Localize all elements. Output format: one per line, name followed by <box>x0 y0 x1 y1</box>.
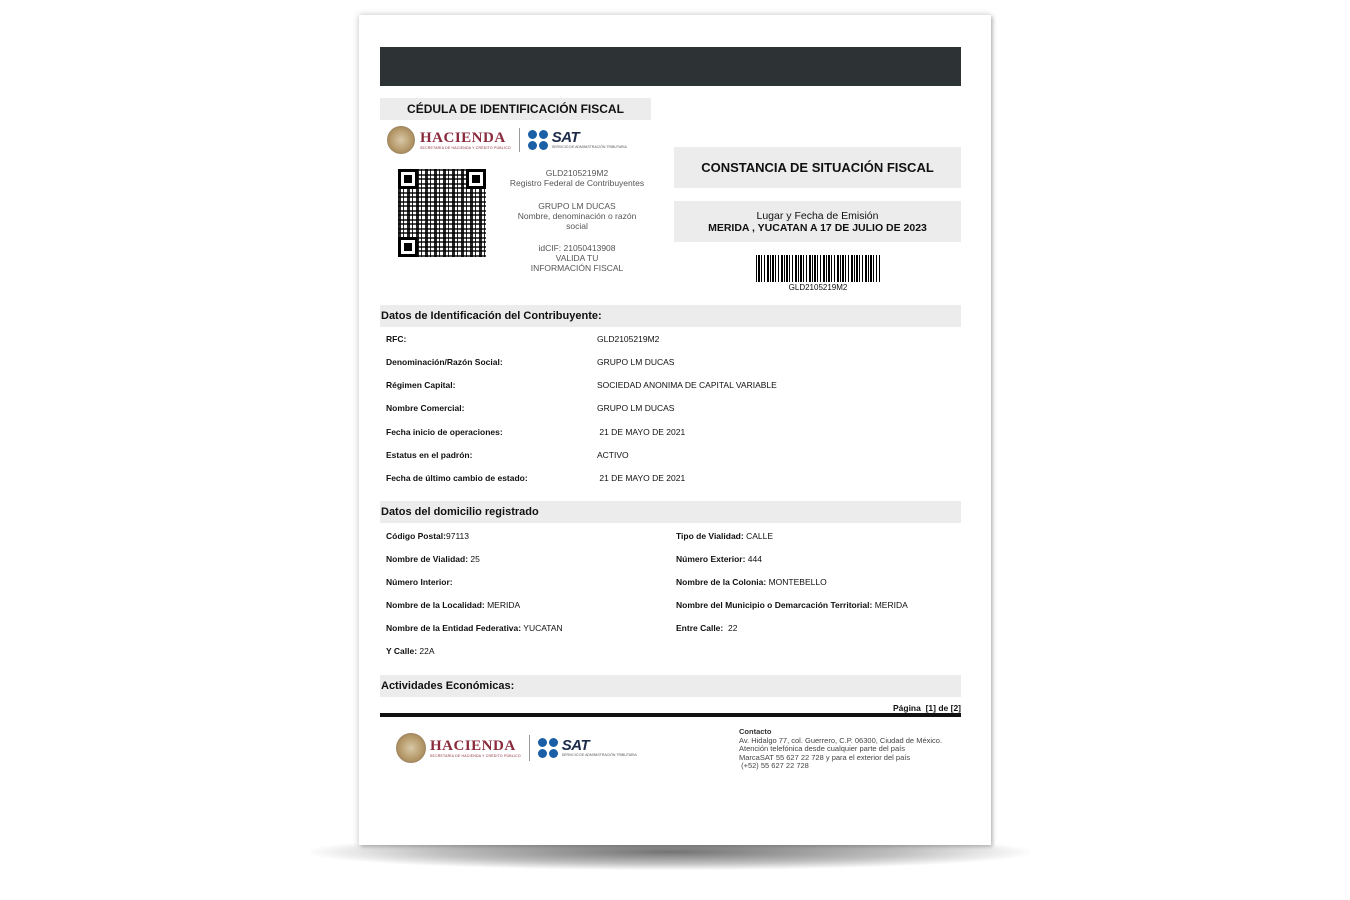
contacto-line-4: (+52) 55 627 22 728 <box>739 761 809 771</box>
section-contribuyente: Datos de Identificación del Contribuyente: <box>380 305 961 327</box>
sat-dots-icon <box>528 130 548 150</box>
label-municipio: Nombre del Municipio o Demarcación Territorial: <box>676 600 873 610</box>
cedula-title: CÉDULA DE IDENTIFICACIÓN FISCAL <box>380 98 651 120</box>
sat-logo <box>552 131 627 149</box>
hacienda-subtitle: SECRETARÍA DE HACIENDA Y CRÉDITO PÚBLICO <box>420 145 511 150</box>
label-localidad: Nombre de la Localidad: <box>386 600 485 610</box>
section-actividades: Actividades Económicas: <box>380 675 961 697</box>
value-y-calle: 22A <box>417 646 435 656</box>
contacto-block <box>739 728 969 771</box>
value-colonia: MONTEBELLO <box>766 577 827 587</box>
qr-code <box>398 169 486 257</box>
sat-wordmark: SAT <box>551 129 580 146</box>
logo-divider <box>519 128 520 152</box>
id-idcif: idCIF: 21050413908 <box>538 243 616 253</box>
value-nombre-vialidad: 25 <box>468 554 480 564</box>
label-estatus: Estatus en el padrón: <box>386 450 473 460</box>
sat-dots-footer-icon <box>538 738 558 758</box>
label-numero-exterior: Número Exterior: <box>676 554 746 564</box>
emision-box <box>674 201 961 242</box>
field-y-calle <box>386 646 435 656</box>
field-localidad <box>386 600 520 610</box>
value-entre-calle: 22 <box>723 623 738 633</box>
footer-rule <box>380 713 961 717</box>
sat-wordmark-footer: SAT <box>561 737 590 754</box>
field-entre-calle <box>676 623 737 633</box>
value-codigo-postal: 97113 <box>445 531 469 541</box>
hacienda-subtitle-footer: SECRETARÍA DE HACIENDA Y CRÉDITO PÚBLICO <box>430 754 521 758</box>
sat-logo-footer <box>562 739 637 757</box>
label-rfc: RFC: <box>386 334 407 344</box>
label-numero-interior: Número Interior: <box>386 577 453 587</box>
value-fecha-cambio: 21 DE MAYO DE 2021 <box>597 473 686 483</box>
emision-caption: Lugar y Fecha de Emisión <box>756 209 879 222</box>
field-numero-interior <box>386 577 453 587</box>
id-rfc: GLD2105219M2 <box>545 168 609 178</box>
label-y-calle: Y Calle: <box>386 646 418 656</box>
id-rfc-caption: Registro Federal de Contribuyentes <box>509 178 645 188</box>
value-razon-social: GRUPO LM DUCAS <box>597 357 675 367</box>
label-entre-calle: Entre Calle: <box>676 623 724 633</box>
field-colonia <box>676 577 827 587</box>
id-valida: VALIDA TU INFORMACIÓN FISCAL <box>530 253 624 273</box>
mexico-seal-footer-icon <box>396 733 426 763</box>
hacienda-logo <box>420 131 511 150</box>
label-colonia: Nombre de la Colonia: <box>676 577 767 587</box>
barcode <box>756 255 880 282</box>
value-municipio: MERIDA <box>872 600 908 610</box>
value-regimen-capital: SOCIEDAD ANONIMA DE CAPITAL VARIABLE <box>597 380 777 390</box>
qr-finder-tr <box>466 169 486 189</box>
barcode-label: GLD2105219M2 <box>788 283 848 292</box>
label-codigo-postal: Código Postal: <box>386 531 446 541</box>
field-tipo-vialidad <box>676 531 773 541</box>
label-nombre-comercial: Nombre Comercial: <box>386 403 465 413</box>
label-fecha-cambio: Fecha de último cambio de estado: <box>386 473 528 483</box>
label-razon-social: Denominación/Razón Social: <box>386 357 503 367</box>
value-tipo-vialidad: CALLE <box>743 531 773 541</box>
header-bar <box>380 47 961 86</box>
sat-subtitle: SERVICIO DE ADMINISTRACIÓN TRIBUTARIA <box>551 145 627 149</box>
label-tipo-vialidad: Tipo de Vialidad: <box>676 531 744 541</box>
hacienda-wordmark: HACIENDA <box>420 129 506 146</box>
sat-subtitle-footer: SERVICIO DE ADMINISTRACIÓN TRIBUTARIA <box>561 753 637 757</box>
value-localidad: MERIDA <box>484 600 521 610</box>
field-numero-exterior <box>676 554 762 564</box>
logos-top <box>387 126 627 154</box>
id-name-caption: Nombre, denominación o razón social <box>517 211 637 231</box>
id-name: GRUPO LM DUCAS <box>538 201 616 211</box>
contacto-line-1: Av. Hidalgo 77, col. Guerrero, C.P. 06300, Ciudad de México. <box>739 735 943 745</box>
emision-value: MERIDA , YUCATAN A 17 DE JULIO DE 2023 <box>708 221 927 234</box>
value-entidad-federativa: YUCATAN <box>521 623 563 633</box>
label-entidad-federativa: Nombre de la Entidad Federativa: <box>386 623 522 633</box>
logo-divider-footer <box>529 735 530 761</box>
value-numero-exterior: 444 <box>745 554 762 564</box>
qr-finder-tl <box>398 169 418 189</box>
hacienda-logo-footer <box>430 738 521 758</box>
field-nombre-vialidad <box>386 554 480 564</box>
value-fecha-inicio: 21 DE MAYO DE 2021 <box>597 427 686 437</box>
value-estatus: ACTIVO <box>597 450 629 460</box>
constancia-title: CONSTANCIA DE SITUACIÓN FISCAL <box>674 147 961 188</box>
logos-footer <box>396 733 637 763</box>
contacto-line-2: Atención telefónica desde cualquier parte del país <box>739 744 905 754</box>
field-entidad-federativa <box>386 623 563 633</box>
label-fecha-inicio: Fecha inicio de operaciones: <box>386 427 503 437</box>
field-codigo-postal <box>386 531 469 541</box>
document-page <box>359 15 991 845</box>
value-nombre-comercial: GRUPO LM DUCAS <box>597 403 675 413</box>
contacto-line-3: MarcaSAT 55 627 22 728 y para el exterior del país <box>739 752 911 762</box>
label-regimen-capital: Régimen Capital: <box>386 380 456 390</box>
mexico-seal-icon <box>387 126 415 154</box>
contacto-title: Contacto <box>739 727 772 736</box>
id-info <box>505 168 649 273</box>
qr-finder-bl <box>398 237 418 257</box>
field-municipio <box>676 600 908 610</box>
value-rfc: GLD2105219M2 <box>597 334 660 344</box>
page-number: Página [1] de [2] <box>892 703 961 713</box>
section-domicilio: Datos del domicilio registrado <box>380 501 961 523</box>
hacienda-wordmark-footer: HACIENDA <box>430 738 516 754</box>
label-nombre-vialidad: Nombre de Vialidad: <box>386 554 469 564</box>
